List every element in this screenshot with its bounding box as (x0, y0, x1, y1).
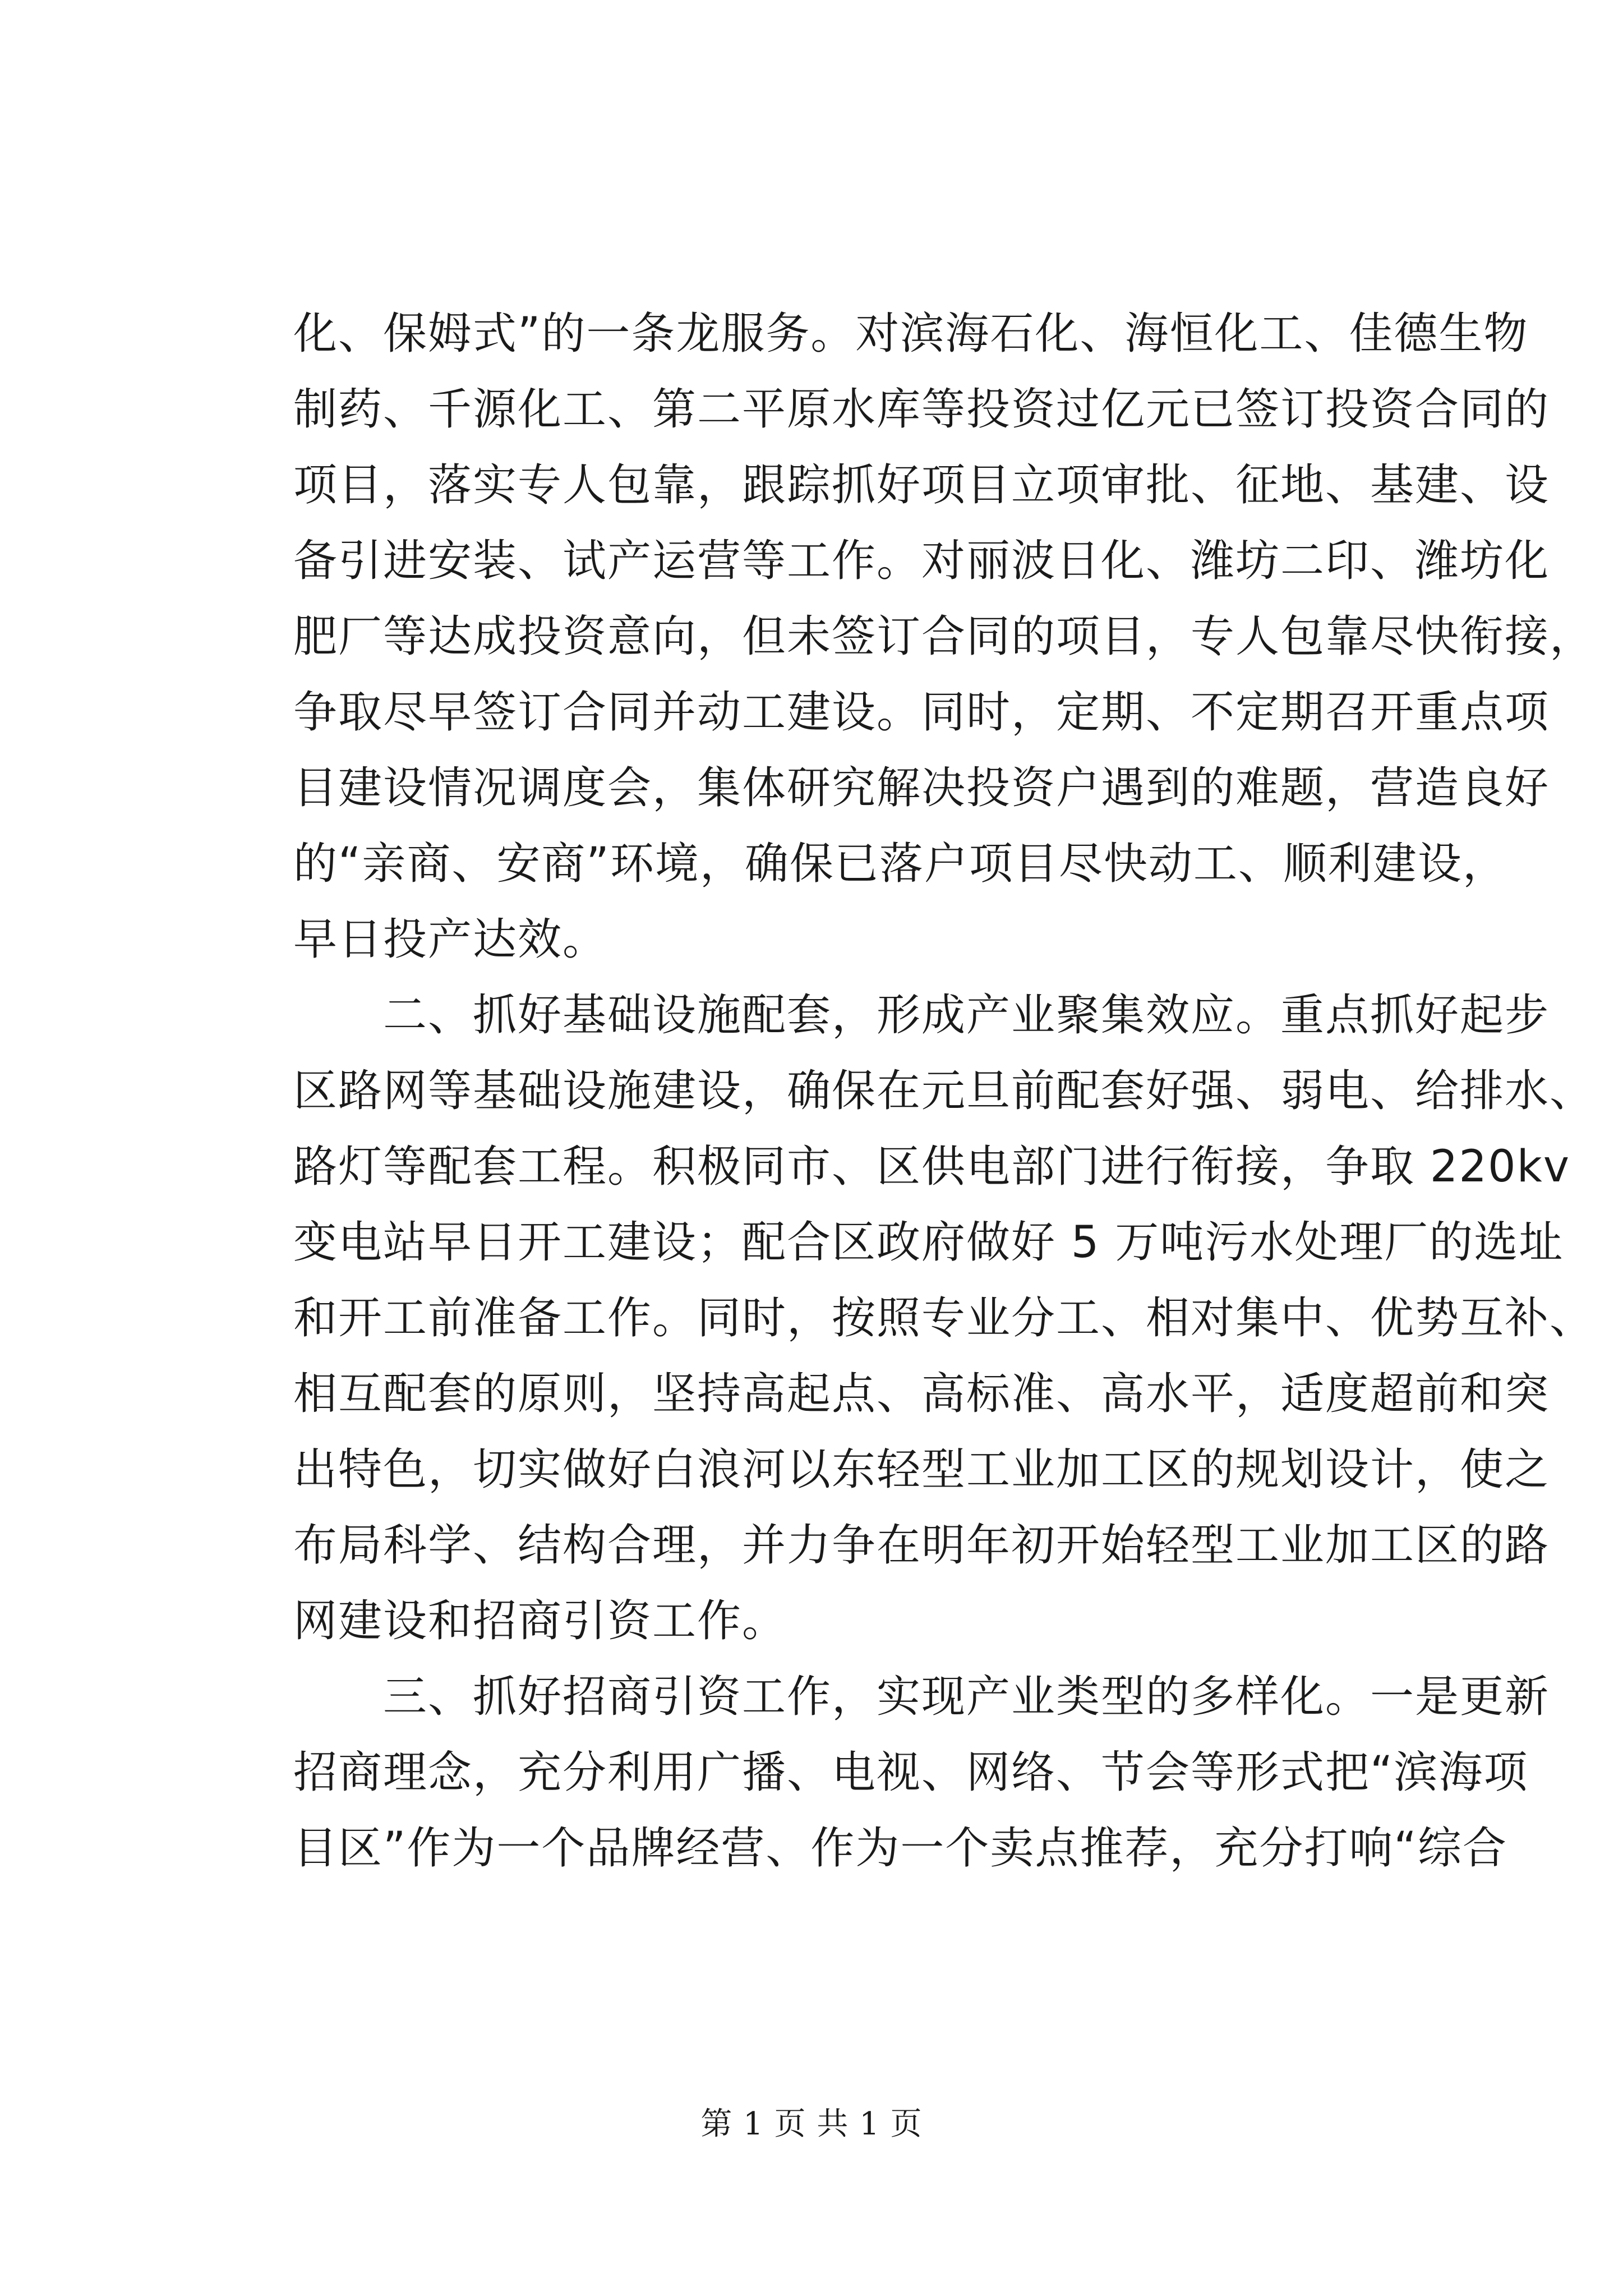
page-footer: 第 1 页 共 1 页 (700, 2106, 923, 2142)
text-line: 项目，落实专人包靠，跟踪抓好项目立项审批、征地、基建、设 (293, 460, 1550, 510)
text-line: 变电站早日开工建设；配合区政府做好 5 万吨污水处理厂的选址 (293, 1217, 1564, 1268)
paragraph-heading-3: 三、抓好招商引资工作，实现产业类型的多样化。一是更新 (383, 1672, 1550, 1722)
text-line: 招商理念，充分利用广播、电视、网络、节会等形式把“滨海项 (293, 1747, 1529, 1798)
text-line: 争取尽早签订合同并动工建设。同时，定期、不定期召开重点项 (293, 687, 1550, 738)
text-line: 制药、千源化工、第二平原水库等投资过亿元已签订投资合同的 (293, 384, 1550, 435)
text-line: 化、保姆式”的一条龙服务。对滨海石化、海恒化工、佳德生物 (293, 309, 1529, 359)
text-line: 备引进安装、试产运营等工作。对丽波日化、潍坊二印、潍坊化 (293, 536, 1550, 586)
text-line: 布局科学、结构合理，并力争在明年初开始轻型工业加工区的路 (293, 1520, 1550, 1571)
text-line: 的“亲商、安商”环境，确保已落户项目尽快动工、顺利建设， (293, 839, 1507, 889)
text-line: 目建设情况调度会，集体研究解决投资户遇到的难题，营造良好 (293, 763, 1550, 813)
body-text (293, 296, 1595, 1887)
text-line: 网建设和招商引资工作。 (293, 1596, 787, 1646)
text-line: 相互配套的原则，坚持高起点、高标准、高水平，适度超前和突 (293, 1369, 1550, 1419)
text-line: 路灯等配套工程。积极同市、区供电部门进行衔接，争取 220kv (293, 1142, 1571, 1192)
text-line: 和开工前准备工作。同时，按照专业分工、相对集中、优势互补、 (293, 1293, 1595, 1343)
text-line: 目区”作为一个品牌经营、作为一个卖点推荐，充分打响“综合 (293, 1823, 1507, 1874)
paragraph-heading-2: 二、抓好基础设施配套，形成产业聚集效应。重点抓好起步 (383, 990, 1550, 1041)
text-line: 肥厂等达成投资意向，但未签订合同的项目，专人包靠尽快衔接， (293, 611, 1595, 662)
text-line: 早日投产达效。 (293, 914, 608, 965)
text-line: 区路网等基础设施建设，确保在元旦前配套好强、弱电、给排水、 (293, 1066, 1595, 1116)
text-line: 出特色，切实做好白浪河以东轻型工业加工区的规划设计，使之 (293, 1444, 1550, 1495)
